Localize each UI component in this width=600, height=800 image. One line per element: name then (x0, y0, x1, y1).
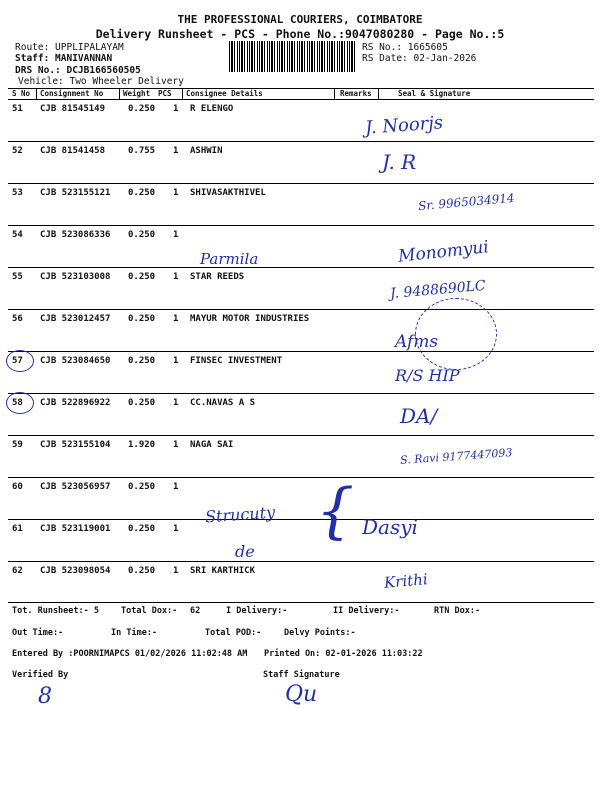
row-rule (8, 351, 594, 352)
row-consignee: R ELENGO (190, 104, 234, 114)
row-consignee: STAR REEDS (190, 272, 245, 282)
row-weight: 0.250 (128, 398, 156, 408)
header-bottom-rule (8, 99, 594, 100)
printed-on: Printed On: 02-01-2026 11:03:22 (264, 649, 423, 659)
ii-delivery: II Delivery:- (333, 606, 400, 616)
signature-54: Monomyui (397, 237, 490, 267)
circle-mark-57 (6, 350, 34, 372)
row-consignee: MAYUR MOTOR INDUSTRIES (190, 314, 310, 324)
row-weight: 0.250 (128, 272, 156, 282)
row-weight: 0.250 (128, 524, 156, 534)
row-pcs: 1 (173, 104, 179, 114)
signature-parmila: Parmila (200, 250, 259, 268)
row-consignment: CJB 523056957 (40, 482, 111, 492)
row-weight: 0.755 (128, 146, 156, 156)
row-consignment: CJB 81541458 (40, 146, 106, 156)
row-consignment: CJB 523119001 (40, 524, 111, 534)
row-rule (8, 309, 594, 310)
row-weight: 0.250 (128, 566, 156, 576)
row-weight: 0.250 (128, 356, 156, 366)
total-dox-label: Total Dox:- (121, 606, 178, 616)
row-rule (8, 561, 594, 562)
row-consignment: CJB 522896922 (40, 398, 111, 408)
barcode (229, 41, 357, 72)
row-sno: 60 (12, 482, 23, 492)
staff-signature: Staff Signature (263, 670, 340, 680)
signature-59: S. Ravi 9177447093 (399, 446, 513, 467)
entered-by: Entered By :POORNIMAPCS 01/02/2026 11:02:48 AM (12, 649, 248, 659)
row-consignment: CJB 81545149 (40, 104, 106, 114)
row-sno: 54 (12, 230, 23, 240)
signature-52: J. R (382, 150, 417, 174)
row-weight: 0.250 (128, 314, 156, 324)
verified-by: Verified By (12, 670, 69, 680)
col-weight: Weight (123, 89, 151, 98)
staff-signature-mark: Qu (285, 682, 318, 707)
total-runsheet: Tot. Runsheet:- 5 (12, 606, 99, 616)
row-pcs: 1 (173, 398, 179, 408)
row-pcs: 1 (173, 188, 179, 198)
row-consignment: CJB 523086336 (40, 230, 111, 240)
row-pcs: 1 (173, 440, 179, 450)
row-sno: 61 (12, 524, 23, 534)
total-pod: Total POD:- (205, 628, 262, 638)
row-sno: 51 (12, 104, 23, 114)
signature-brace: { (316, 476, 355, 546)
row-sno: 57 (12, 356, 23, 366)
col-divider (378, 89, 379, 99)
verified-signature: 8 (38, 684, 52, 709)
vehicle-label: Vehicle: Two Wheeler Delivery (18, 76, 184, 87)
row-consignee: CC.NAVAS A S (190, 398, 256, 408)
row-sno: 56 (12, 314, 23, 324)
col-consignment: Consignment No (40, 89, 104, 98)
row-sno: 55 (12, 272, 23, 282)
circle-mark-58 (6, 392, 34, 414)
row-consignment: CJB 523012457 (40, 314, 111, 324)
row-pcs: 1 (173, 230, 179, 240)
row-sno: 58 (12, 398, 23, 408)
col-seal: Seal & Signature (398, 89, 471, 98)
row-consignee: ASHWIN (190, 146, 223, 156)
row-pcs: 1 (173, 482, 179, 492)
rtn-dox: RTN Dox:- (434, 606, 481, 616)
row-sno: 53 (12, 188, 23, 198)
signature-53: Sr. 9965034914 (417, 190, 516, 214)
drs-label: DRS No.: DCJB166560505 (15, 65, 141, 76)
company-title: THE PROFESSIONAL COURIERS, COIMBATORE (177, 13, 423, 26)
col-sno: S No (12, 89, 31, 98)
col-divider (119, 89, 120, 99)
row-consignee: SHIVASAKTHIVEL (190, 188, 266, 198)
delvy-points: Delvy Points:- (284, 628, 356, 638)
row-consignment: CJB 523155121 (40, 188, 111, 198)
row-sno: 59 (12, 440, 23, 450)
out-time: Out Time:- (12, 628, 64, 638)
i-delivery: I Delivery:- (226, 606, 288, 616)
staff-label: Staff: MANIVANNAN (15, 53, 113, 64)
row-weight: 0.250 (128, 482, 156, 492)
row-pcs: 1 (173, 146, 179, 156)
route-label: Route: UPPLIPALAYAM (15, 42, 124, 53)
row-consignment: CJB 523098054 (40, 566, 111, 576)
row-consignment: CJB 523084650 (40, 356, 111, 366)
signature-55: J. 9488690LC (389, 277, 487, 303)
signature-57: R/S HIP (395, 366, 460, 385)
row-weight: 0.250 (128, 188, 156, 198)
row-pcs: 1 (173, 272, 179, 282)
rs-date-label: RS Date: 02-Jan-2026 (362, 53, 477, 64)
row-pcs: 1 (173, 524, 179, 534)
row-rule (8, 393, 594, 394)
row-sno: 52 (12, 146, 23, 156)
signature-51: J. Noorjs (364, 112, 444, 139)
rs-no-label: RS No.: 1665605 (362, 42, 448, 53)
col-divider (36, 89, 37, 99)
signature-61: de (235, 542, 255, 561)
col-consignee: Consignee Details (186, 89, 263, 98)
table-bottom-rule (8, 602, 594, 603)
row-rule (8, 477, 594, 478)
signature-56: Afms (395, 332, 439, 352)
row-consignee: SRI KARTHICK (190, 566, 256, 576)
row-consignee: FINSEC INVESTMENT (190, 356, 283, 366)
total-dox-value: 62 (190, 606, 201, 616)
row-rule (8, 183, 594, 184)
signature-58: DA/ (400, 404, 438, 428)
row-consignment: CJB 523155104 (40, 440, 111, 450)
row-rule (8, 267, 594, 268)
col-pcs: PCS (158, 89, 172, 98)
col-divider (334, 89, 335, 99)
col-divider (182, 89, 183, 99)
signature-61b: Dasyi (362, 515, 418, 539)
row-rule (8, 519, 594, 520)
in-time: In Time:- (111, 628, 158, 638)
runsheet-subtitle: Delivery Runsheet - PCS - Phone No.:9047080280 - Page No.:5 (95, 27, 505, 41)
row-consignee: NAGA SAI (190, 440, 234, 450)
row-pcs: 1 (173, 356, 179, 366)
row-pcs: 1 (173, 314, 179, 324)
row-sno: 62 (12, 566, 23, 576)
col-remarks: Remarks (340, 89, 372, 98)
row-consignment: CJB 523103008 (40, 272, 111, 282)
signature-62: Krithi (383, 570, 429, 592)
row-weight: 0.250 (128, 230, 156, 240)
row-rule (8, 141, 594, 142)
row-weight: 0.250 (128, 104, 156, 114)
row-rule (8, 435, 594, 436)
signature-60: Strucuty (204, 502, 276, 527)
row-pcs: 1 (173, 566, 179, 576)
row-weight: 1.920 (128, 440, 156, 450)
row-rule (8, 225, 594, 226)
